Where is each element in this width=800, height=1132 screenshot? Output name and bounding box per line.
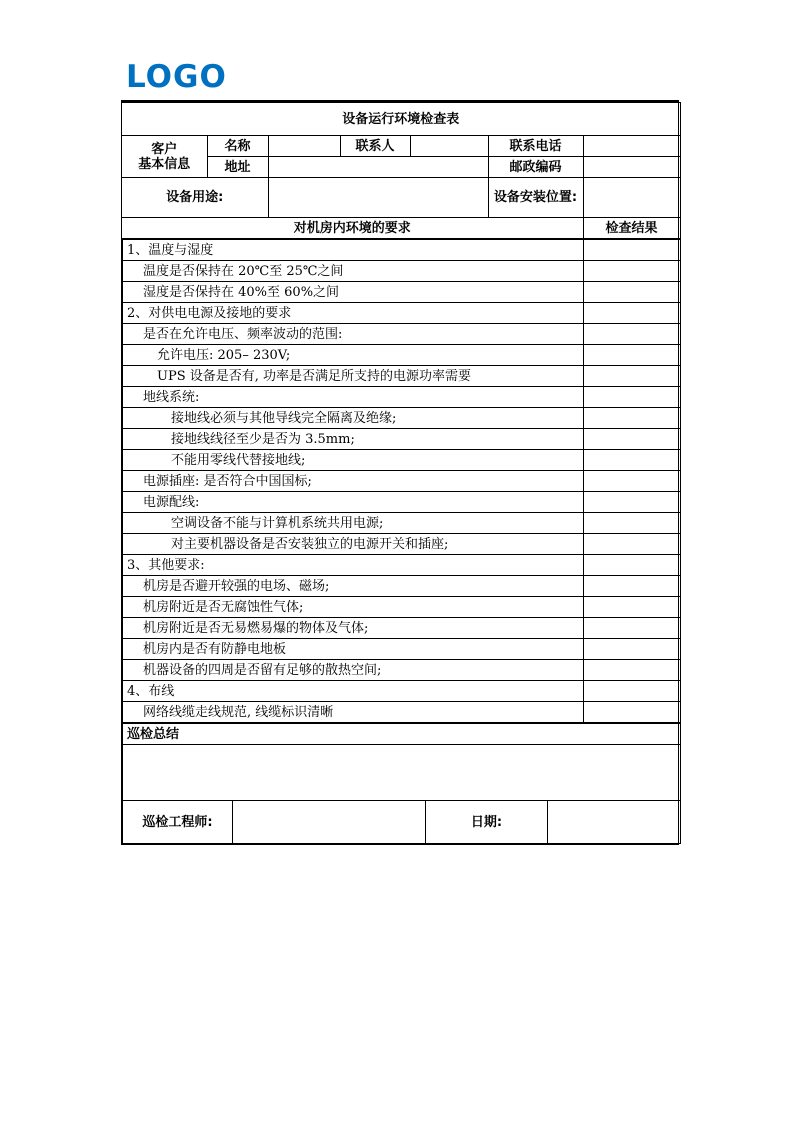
requirement-text: 空调设备不能与计算机系统共用电源; <box>123 513 584 534</box>
requirement-row <box>123 492 681 513</box>
requirement-row <box>123 366 681 387</box>
location-field[interactable] <box>583 178 680 218</box>
usage-field[interactable] <box>268 178 488 218</box>
requirement-text: 电源配线: <box>123 492 584 513</box>
date-field[interactable] <box>548 801 681 844</box>
requirement-text: 机房内是否有防静电地板 <box>123 639 584 660</box>
check-result-cell[interactable] <box>584 345 681 366</box>
requirement-text: 是否在允许电压、频率波动的范围: <box>123 324 584 345</box>
check-result-cell[interactable] <box>584 450 681 471</box>
check-result-cell[interactable] <box>584 303 681 324</box>
requirement-row <box>123 639 681 660</box>
requirement-row <box>123 429 681 450</box>
requirement-row <box>123 324 681 345</box>
check-result-cell[interactable] <box>584 261 681 282</box>
customer-label-line1: 客户 <box>151 141 178 157</box>
check-result-cell[interactable] <box>584 597 681 618</box>
logo: LOGO <box>126 59 227 95</box>
requirement-row <box>123 303 681 324</box>
requirement-row <box>123 513 681 534</box>
check-result-cell[interactable] <box>584 408 681 429</box>
requirement-row <box>123 345 681 366</box>
requirement-text: 不能用零线代替接地线; <box>123 450 584 471</box>
requirement-row <box>123 471 681 492</box>
requirement-row <box>123 450 681 471</box>
requirement-row <box>123 618 681 639</box>
requirement-text: 接地线线径至少是否为 3.5mm; <box>123 429 584 450</box>
form-title: 设备运行环境检查表 <box>122 103 680 136</box>
phone-field[interactable] <box>583 136 680 157</box>
result-header: 检查结果 <box>583 218 680 239</box>
location-label: 设备安装位置: <box>488 178 583 218</box>
requirement-text: 电源插座: 是否符合中国国标; <box>123 471 584 492</box>
requirement-text: 4、布线 <box>123 681 584 702</box>
check-result-cell[interactable] <box>584 366 681 387</box>
requirement-text: 机房是否避开较强的电场、磁场; <box>123 576 584 597</box>
phone-label: 联系电话 <box>488 136 583 157</box>
contact-field[interactable] <box>410 136 488 157</box>
requirement-row <box>123 408 681 429</box>
header-table <box>122 102 681 239</box>
check-result-cell[interactable] <box>584 702 681 723</box>
check-result-cell[interactable] <box>584 618 681 639</box>
address-label: 地址 <box>207 157 268 178</box>
requirement-text: 机房附近是否无易燃易爆的物体及气体; <box>123 618 584 639</box>
summary-label: 巡检总结 <box>123 724 681 745</box>
requirement-text: 允许电压: 205– 230V; <box>123 345 584 366</box>
requirement-text: 机房附近是否无腐蚀性气体; <box>123 597 584 618</box>
requirement-row <box>123 555 681 576</box>
check-result-cell[interactable] <box>584 324 681 345</box>
requirement-text: 1、温度与湿度 <box>123 240 584 261</box>
engineer-field[interactable] <box>233 801 426 844</box>
requirement-text: 接地线必须与其他导线完全隔离及绝缘; <box>123 408 584 429</box>
requirement-row <box>123 387 681 408</box>
check-result-cell[interactable] <box>584 639 681 660</box>
check-result-cell[interactable] <box>584 576 681 597</box>
requirement-row <box>123 681 681 702</box>
contact-label: 联系人 <box>340 136 410 157</box>
postcode-label: 邮政编码 <box>488 157 583 178</box>
requirements-header: 对机房内环境的要求 <box>122 218 583 239</box>
check-result-cell[interactable] <box>584 513 681 534</box>
inspection-form <box>121 100 679 845</box>
requirement-row <box>123 261 681 282</box>
requirements-table <box>122 239 681 723</box>
name-field[interactable] <box>268 136 340 157</box>
date-label: 日期: <box>426 801 548 844</box>
address-field[interactable] <box>268 157 488 178</box>
requirement-row <box>123 576 681 597</box>
requirement-text: 地线系统: <box>123 387 584 408</box>
check-result-cell[interactable] <box>584 471 681 492</box>
check-result-cell[interactable] <box>584 660 681 681</box>
requirement-text: 2、对供电电源及接地的要求 <box>123 303 584 324</box>
check-result-cell[interactable] <box>584 282 681 303</box>
summary-table <box>122 723 681 844</box>
check-result-cell[interactable] <box>584 681 681 702</box>
requirement-text: 网络线缆走线规范, 线缆标识清晰 <box>123 702 584 723</box>
postcode-field[interactable] <box>583 157 680 178</box>
requirement-row <box>123 597 681 618</box>
check-result-cell[interactable] <box>584 534 681 555</box>
requirement-text: 湿度是否保持在 40%至 60%之间 <box>123 282 584 303</box>
requirement-row <box>123 534 681 555</box>
customer-label-line2: 基本信息 <box>138 156 191 172</box>
name-label: 名称 <box>207 136 268 157</box>
requirement-row <box>123 660 681 681</box>
requirement-text: UPS 设备是否有, 功率是否满足所支持的电源功率需要 <box>123 366 584 387</box>
customer-label <box>122 136 207 178</box>
check-result-cell[interactable] <box>584 492 681 513</box>
check-result-cell[interactable] <box>584 387 681 408</box>
requirement-text: 机器设备的四周是否留有足够的散热空间; <box>123 660 584 681</box>
requirement-row <box>123 702 681 723</box>
check-result-cell[interactable] <box>584 555 681 576</box>
requirement-row <box>123 282 681 303</box>
check-result-cell[interactable] <box>584 429 681 450</box>
requirement-row <box>123 240 681 261</box>
engineer-label: 巡检工程师: <box>123 801 233 844</box>
requirement-list <box>123 240 681 723</box>
requirement-text: 对主要机器设备是否安装独立的电源开关和插座; <box>123 534 584 555</box>
summary-field[interactable] <box>123 745 681 801</box>
usage-label: 设备用途: <box>122 178 268 218</box>
requirement-text: 温度是否保持在 20℃至 25℃之间 <box>123 261 584 282</box>
requirement-text: 3、其他要求: <box>123 555 584 576</box>
check-result-cell[interactable] <box>584 240 681 261</box>
